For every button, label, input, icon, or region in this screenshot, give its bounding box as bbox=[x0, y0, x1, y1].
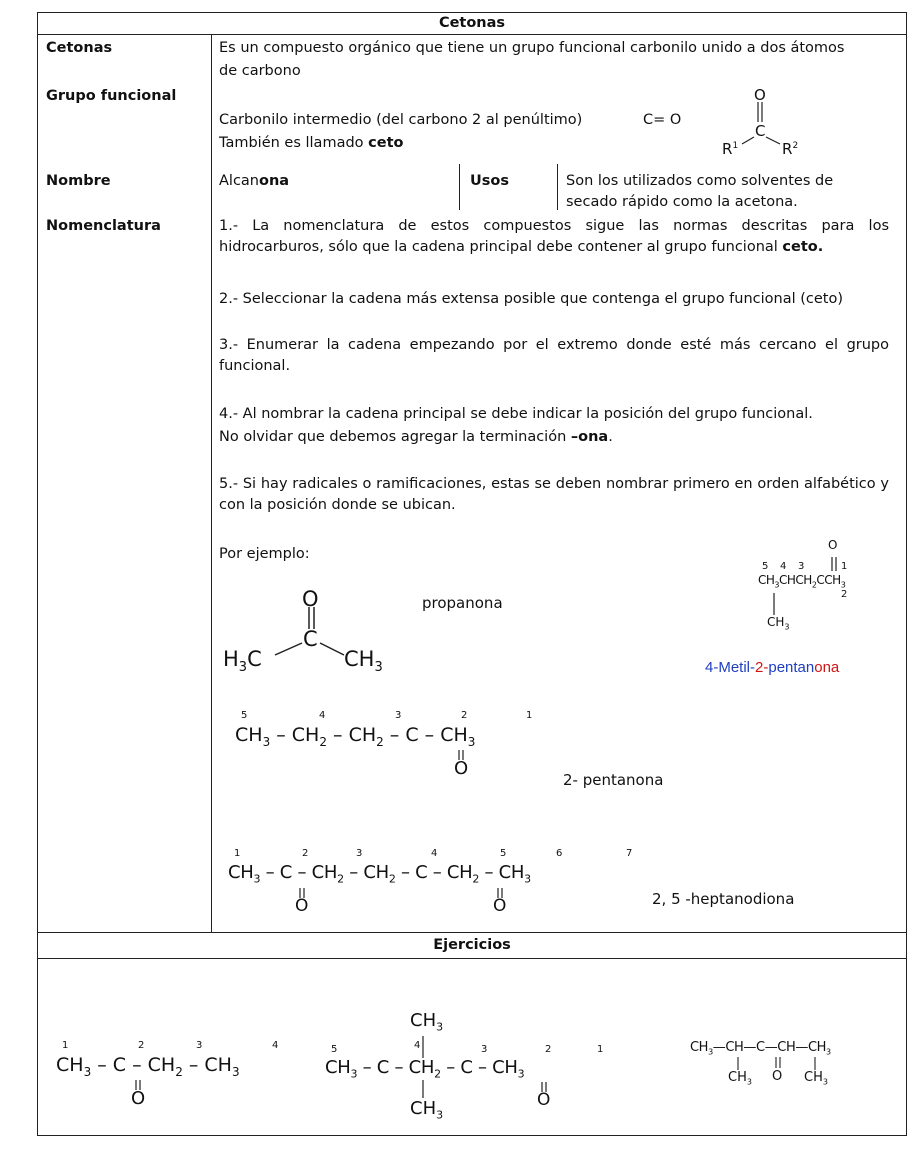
methylpentanone-structure: O 5 4 3 1 $CH_3CHCH_2CCH_3$ 2 $CH_3$ bbox=[758, 538, 848, 632]
row-label-nombre: Nombre bbox=[46, 173, 111, 189]
rule-4-line-2: No olvidar que debemos agregar la terminación –ona. bbox=[219, 429, 613, 445]
table-title: Cetonas bbox=[438, 15, 506, 31]
rule-5: 5.- Si hay radicales o ramificaciones, estas se deben nombrar primero en orden alfabético y con la posición donde se ubican. bbox=[219, 476, 889, 513]
exercise-3-chain: $CH_3—CH—C—CH—CH_3$ $CH_3$ O $CH_3$ bbox=[690, 1040, 831, 1087]
heptanedione-chain: 1 2 3 4 5 6 7 $CH_3$ – C – $CH_2 - CH_2$ – C – $CH_2 - CH_3$ O O bbox=[228, 848, 633, 916]
example-pentanona-name: 2- pentanona bbox=[563, 771, 664, 789]
grupo-funcional-desc: Carbonilo intermedio (del carbono 2 al penúltimo) bbox=[219, 112, 583, 128]
exercise-1-chain: 1 2 3 4 $CH_3$ – C – $CH_2 - CH_3$ O bbox=[56, 1040, 279, 1109]
example-methylpentanona-name: 4-Metil-2-pentanona bbox=[705, 659, 840, 676]
usos-text-2: secado rápido como la acetona. bbox=[566, 194, 798, 210]
rule-2: 2.- Seleccionar la cadena más extensa posible que contenga el grupo funcional (ceto) bbox=[219, 291, 844, 307]
row-label-grupo-funcional: Grupo funcional bbox=[46, 88, 177, 104]
cetonas-definition-2: de carbono bbox=[219, 63, 301, 79]
rule-4-line-1: 4.- Al nombrar la cadena principal se debe indicar la posición del grupo funcional. bbox=[219, 406, 813, 422]
carbonyl-structure: O C $R^1$ $R^2$ bbox=[722, 86, 799, 158]
grupo-funcional-also: También es llamado ceto bbox=[219, 135, 404, 151]
rule-1: 1.- La nomenclatura de estos compuestos sigue las normas descritas para los hidrocarburos, sólo que la cadena principal debe contener al grupo funcional ceto. bbox=[219, 218, 889, 255]
cetonas-definition-1: Es un compuesto orgánico que tiene un grupo funcional carbonilo unido a dos átomos bbox=[219, 40, 845, 56]
ejercicios-title: Ejercicios bbox=[433, 937, 511, 953]
nombre-value: Alcanona bbox=[219, 173, 290, 189]
pentanone-chain: 5 4 3 2 1 $CH_3 - CH_2 - CH_2$ – C – $CH_3$ O bbox=[235, 710, 533, 779]
example-propanona-name: propanona bbox=[422, 594, 503, 612]
grupo-funcional-formula: C= O bbox=[643, 112, 682, 128]
row-label-cetonas: Cetonas bbox=[46, 40, 113, 56]
example-label: Por ejemplo: bbox=[219, 546, 310, 562]
row-label-nomenclatura: Nomenclatura bbox=[46, 218, 161, 234]
example-heptanodiona-name: 2, 5 -heptanodiona bbox=[652, 890, 795, 908]
propanone-structure: O C $H_3C$ $CH_3$ bbox=[223, 587, 383, 676]
usos-text-1: Son los utilizados como solventes de bbox=[566, 173, 834, 189]
exercise-2-chain: $CH_3$ 5 4 3 2 1 $CH_3$ – C – $CH_2$ – C – $CH_3$ $CH_3$ O bbox=[325, 1010, 604, 1122]
rule-3: 3.- Enumerar la cadena empezando por el extremo donde esté más cercano el grupo funcional. bbox=[219, 337, 889, 374]
usos-label: Usos bbox=[470, 173, 509, 189]
